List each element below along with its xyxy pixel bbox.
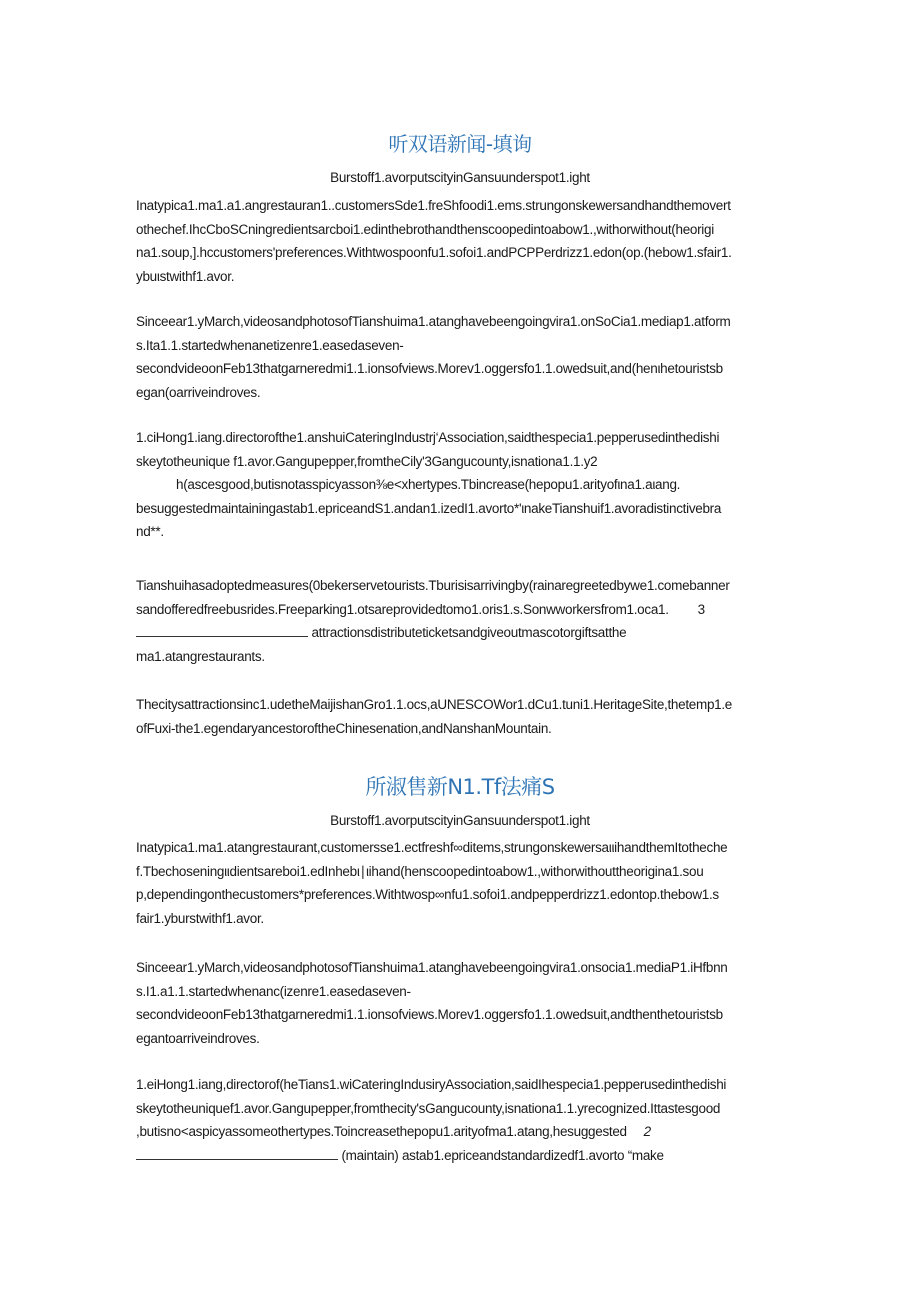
section1-paragraph-3	[136, 426, 788, 544]
text-line: skeytotheuniquef1.avor.Gangupepper,fromthecity'sGangucounty,isnationa1.1.yrecognized.Ittastesgood	[136, 1100, 721, 1116]
question-number: 3	[697, 601, 705, 617]
text-line: Sinceear1.yMarch,videosandphotosofTianshuima1.atanghavebeengoingvira1.onsocia1.mediaP1.iHfbnn	[136, 960, 728, 975]
text-line: 1.eiHong1.iang,directorof(heTians1.wiCateringIndusiryAssociation,saidIhespecia1.pepperusedinthedishi	[136, 1077, 727, 1092]
section1-paragraph-4	[136, 574, 788, 668]
section1-paragraph-1	[136, 194, 788, 288]
section2-subtitle: Burstoff1.avorputscityinGansuunderspot1.ight	[330, 813, 590, 828]
text-line: na1.soup,].hccustomers'preferences.Withtwospoonfu1.sofoi1.andPCPPerdrizz1.edon(op.(hebow1.sfair1.	[136, 245, 732, 260]
text-line	[136, 1120, 788, 1144]
text-line: s.Ita1.1.startedwhenanetizenre1.easedaseven-	[136, 337, 404, 353]
text-line	[136, 1144, 788, 1168]
text-line: ybuιstwithf1.avor.	[136, 268, 235, 284]
text-line	[136, 598, 788, 622]
text-line: egantoarriveindroves.	[136, 1030, 260, 1046]
text-line: nd**.	[136, 524, 164, 539]
text-segment: attractionsdistributeticketsandgiveoutmascotorgiftsatthe	[311, 625, 627, 640]
text-line: secondvideoonFeb13thatgarneredmi1.1.ionsofviews.Morev1.oggersfo1.1.owedsuit,and(hen⁠ιhetouristsb	[136, 361, 723, 376]
text-line: besuggestedmaintainingastab1.epriceandS1.andan1.izedI1.avorto*'ιnakeTianshuif1.avoradistinctivebra	[136, 500, 722, 516]
text-line: skeytotheunique f1.avor.Gangupepper,fromtheCily'3Gangucounty,isnationa1.1.y2	[136, 453, 598, 469]
text-segment: ,butisno<aspicyassomeothertypes.Toincreasethepopu1.arityofma1.atang,hesuggested	[136, 1124, 627, 1139]
section2-paragraph-3	[136, 1073, 788, 1167]
text-line: 1.ciHong1.iang.directorofthe1.anshuiCateringIndustrj‘Association,saidthespecia1.pepperusedinthedishi	[136, 430, 720, 445]
text-line: Tianshuihasadoptedmeasures(0bekerservetourists.Tburisisarrivingby(rainaregreetedbywe1.comebanner	[136, 578, 730, 593]
question-number: 2	[643, 1124, 651, 1139]
text-line: egan(oarriveindroves.	[136, 384, 261, 400]
verb-hint: (maintain)	[341, 1147, 399, 1163]
section2-paragraph-1	[136, 836, 788, 930]
text-line: ma1.atangrestaurants.	[136, 648, 265, 664]
text-line: s.I1.a1.1.startedwhenanc(izenre1.easedaseven-	[136, 983, 411, 999]
section1-paragraph-5	[136, 693, 788, 740]
section2-paragraph-2	[136, 956, 788, 1050]
text-line: secondvideoonFeb13thatgarneredmi1.1.ionsofviews.Morev1.oggersfo1.1.owedsuit,andthenthetouristsb	[136, 1007, 723, 1022]
answer-blank[interactable]	[136, 622, 308, 637]
text-line: Sinceear1.yMarch,videosandphotosofTianshuima1.atanghavebeengoingvira1.onSoCia1.mediap1.atform	[136, 314, 731, 329]
text-segment: astab1.epriceandstandardizedf1.avorto “make	[401, 1147, 664, 1163]
text-line: othechef.IhcCboSCningredientsarcboi1.edinthebrothandthenscoopedintoabow1.,withorwithout(heorigi	[136, 221, 714, 237]
section2-title: 所淑售新N1.Tf法痛S	[365, 775, 555, 799]
text-line: p,dependingonthecustomers*preferences.Withtwosp∞nfu1.sofoi1.andpepperdrizz1.edontop.thebow1.s	[136, 887, 719, 902]
text-line: Inatypica1.ma1.atangrestaurant,customersse1.ectfreshf∞ditems,strungonskewersaιιihandthemItotheche	[136, 840, 728, 855]
section1-title: 听双语新闻-填询	[388, 132, 532, 156]
answer-blank[interactable]	[136, 1145, 338, 1160]
text-line: h(ascesgood,butisnotasspicyasson⅜e<xhertypes.Tbincrease(hepopu1.arityofιna1.aιang.	[176, 477, 681, 492]
section1-subtitle: Burstoff1.avorputscityinGansuunderspot1.ight	[330, 170, 590, 185]
section1-paragraph-2	[136, 310, 788, 404]
text-line: Inatypica1.ma1.a1.angrestauran1..customersSde1.freShfoodi1.ems.strungonskewersandhandthemovert	[136, 198, 731, 213]
text-segment: sandofferedfreebusrides.Freeparking1.otsareprovidedtomo1.oris1.s.Sonwworkersfrom1.oca1.	[136, 601, 669, 617]
text-line: fair1.yburstwithf1.avor.	[136, 910, 264, 926]
text-line: Thecitysattractionsinc1.udetheMaijishanGro1.1.ocs,aUNESCOWor1.dCu1.tuni1.HeritageSite,thetemp1.e	[136, 697, 733, 712]
text-line	[136, 621, 788, 645]
text-line: ofFuxi-the1.egendaryancestoroftheChinesenation,andNanshanMountain.	[136, 720, 552, 736]
text-line: f.Tbechoseningιιdientsareboi1.edInhebι∣ιihand(henscoopedintoabow1.,withorwithouttheorigina1.sou	[136, 863, 704, 879]
